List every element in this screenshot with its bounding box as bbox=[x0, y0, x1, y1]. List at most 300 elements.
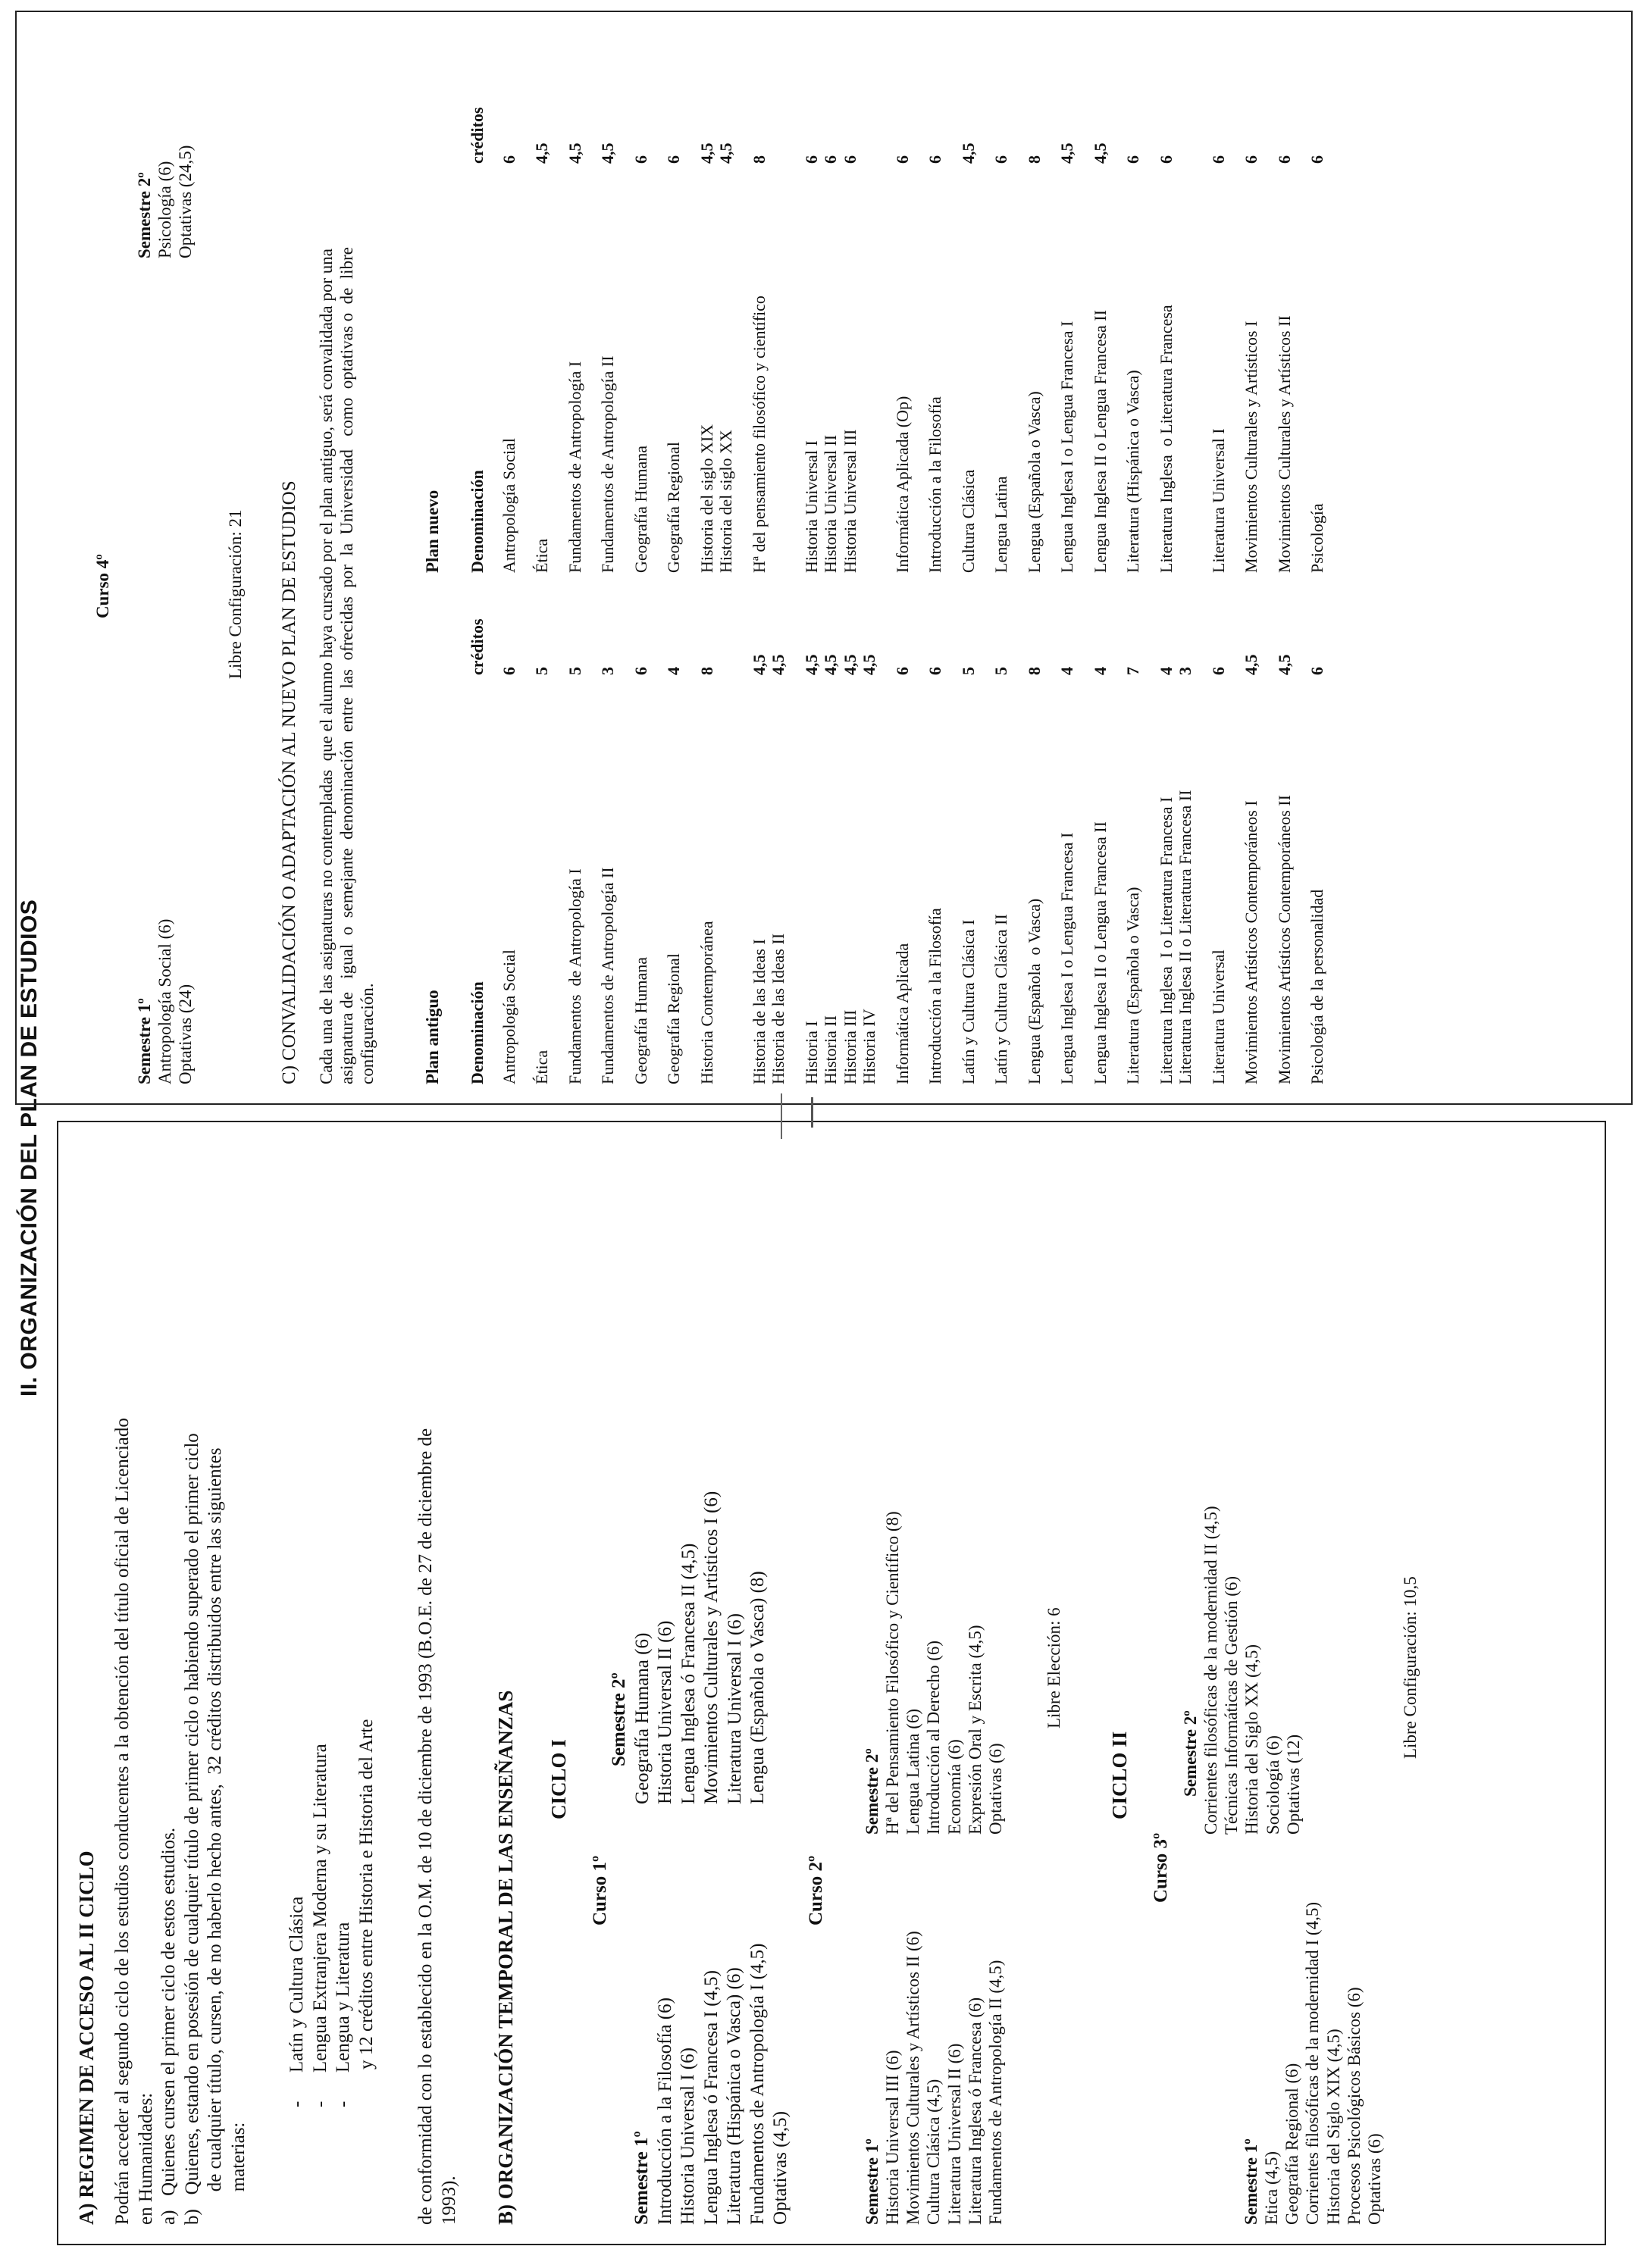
ciclo-2-heading: CICLO II bbox=[1108, 1731, 1131, 1819]
new-creditos-cell-line: 4,5 bbox=[1057, 142, 1077, 164]
new-denominacion-cell bbox=[959, 164, 992, 573]
old-creditos-cell-line: 4,5 bbox=[769, 654, 788, 675]
old-creditos-cell-line: 6 bbox=[499, 667, 518, 675]
old-creditos-cell-line: 4 bbox=[1156, 667, 1176, 675]
new-creditos-cell bbox=[565, 73, 599, 164]
old-denominacion-cell-line: Historia II bbox=[821, 1015, 841, 1084]
new-denominacion-cell-line: Historia del siglo XX bbox=[716, 430, 736, 573]
table-row bbox=[565, 73, 599, 1084]
subject: Optativas (4,5) bbox=[770, 2111, 791, 2225]
old-denominacion-cell bbox=[565, 675, 599, 1084]
table-row bbox=[1025, 73, 1058, 1084]
old-denominacion-cell-line: Latín y Cultura Clásica II bbox=[991, 914, 1011, 1084]
old-creditos-cell bbox=[1091, 573, 1124, 675]
old-creditos-cell-line: 6 bbox=[1208, 667, 1228, 675]
new-creditos-cell-line: 6 bbox=[991, 155, 1011, 164]
new-denominacion-cell bbox=[532, 164, 565, 573]
old-creditos-cell-line: 6 bbox=[925, 667, 945, 675]
section-a-body bbox=[111, 1418, 250, 2225]
subject: Expresión Oral y Escrita (4,5) bbox=[965, 1625, 985, 1835]
new-denominacion-cell bbox=[1242, 164, 1275, 573]
subject: Historia Universal II (6) bbox=[655, 1620, 675, 1804]
subject: Historia Universal I (6) bbox=[678, 2047, 698, 2225]
old-denominacion-cell-line: Lengua Inglesa II o Lengua Francesa II bbox=[1090, 821, 1110, 1084]
old-creditos-cell-line: 3 bbox=[1176, 667, 1195, 675]
subject: Literatura Inglesa ó Francesa (6) bbox=[965, 1997, 985, 2225]
new-denominacion-cell-line: Geografía Regional bbox=[664, 442, 684, 573]
curso-1-semestre-2 bbox=[608, 1491, 770, 1804]
materias-list bbox=[286, 1719, 378, 2107]
subject: Corrientes filosóficas de la modernidad II (4,5) bbox=[1201, 1506, 1221, 1835]
new-denominacion-cell-line: Historia Universal III bbox=[840, 429, 860, 573]
subject: Movimientos Culturales y Artísticos II (6) bbox=[903, 1931, 923, 2225]
new-denominacion-cell-line: Fundamentos de Antropología I bbox=[565, 361, 584, 573]
col-header-denominacion-new: Denominación bbox=[468, 470, 487, 573]
subject: Literatura (Hispánica o Vasca) (6) bbox=[724, 1967, 744, 2225]
table-row bbox=[959, 73, 992, 1084]
old-denominacion-cell bbox=[1091, 675, 1124, 1084]
new-creditos-cell-line: 6 bbox=[1242, 155, 1261, 164]
old-creditos-cell-line: 4,5 bbox=[840, 654, 860, 675]
new-denominacion-cell-line: Movimientos Culturales y Artísticos I bbox=[1242, 321, 1261, 573]
subject: Lengua (Española o Vasca) (8) bbox=[747, 1571, 768, 1804]
new-creditos-cell bbox=[750, 73, 802, 164]
paragraph-line: asignatura de igual o semejante denominación entre las ofrecidas por la Universidad como optativas o de libre bbox=[337, 247, 357, 1084]
old-denominacion-cell-line: Lengua (Española o Vasca) bbox=[1024, 898, 1044, 1084]
new-denominacion-cell bbox=[1091, 164, 1124, 573]
new-creditos-cell bbox=[1275, 73, 1308, 164]
old-denominacion-cell-line: Psicología de la personalidad bbox=[1307, 889, 1327, 1084]
old-creditos-cell bbox=[697, 573, 750, 675]
paragraph-line: 1993). bbox=[438, 2176, 459, 2225]
new-creditos-cell bbox=[499, 73, 533, 164]
section-b-heading: B) ORGANIZACIÓN TEMPORAL DE LAS ENSEÑANZAS bbox=[494, 1690, 517, 2225]
new-creditos-cell-line: 4,5 bbox=[598, 142, 618, 164]
curso-3-semestre-1 bbox=[1241, 1902, 1385, 2225]
new-denominacion-cell bbox=[1307, 164, 1341, 573]
new-denominacion-cell-line: Lengua Inglesa II o Lengua Francesa II bbox=[1090, 310, 1110, 573]
old-creditos-cell bbox=[925, 573, 959, 675]
old-creditos-cell bbox=[1025, 573, 1058, 675]
new-denominacion-cell bbox=[565, 164, 599, 573]
old-creditos-cell-line: 4 bbox=[1057, 667, 1077, 675]
new-creditos-cell-line: 6 bbox=[1274, 155, 1294, 164]
old-denominacion-cell-line: Literatura Inglesa I o Literatura Francesa I bbox=[1156, 796, 1176, 1084]
new-creditos-cell-line: 6 bbox=[631, 155, 650, 164]
subject: Técnicas Informáticas de Gestión (6) bbox=[1222, 1575, 1242, 1835]
old-denominacion-cell-line: Historia IV bbox=[860, 1009, 879, 1084]
old-creditos-cell-line: 6 bbox=[1307, 667, 1327, 675]
curso-1-heading: Curso 1º bbox=[590, 1855, 610, 1925]
col-header-creditos-old: créditos bbox=[468, 618, 487, 675]
new-creditos-cell bbox=[991, 73, 1025, 164]
new-denominacion-cell-line: Literatura Universal I bbox=[1208, 428, 1228, 573]
curso-4-heading: Curso 4º bbox=[93, 554, 112, 618]
old-denominacion-cell-line: Geografía Regional bbox=[664, 953, 684, 1084]
table-row bbox=[697, 73, 750, 1084]
paragraph-line: configuración. bbox=[358, 983, 377, 1084]
subject: Introducción al Derecho (6) bbox=[924, 1640, 944, 1835]
old-denominacion-cell-line: Historia I bbox=[801, 1021, 821, 1084]
old-denominacion-cell-line: Movimientos Artísticos Contemporáneos I bbox=[1242, 800, 1261, 1084]
plan-antiguo-heading: Plan antiguo bbox=[423, 990, 442, 1084]
subject: Optativas (6) bbox=[985, 1743, 1005, 1835]
new-creditos-cell-line: 6 bbox=[499, 155, 518, 164]
semestre-heading: Semestre 1º bbox=[135, 998, 154, 1084]
old-creditos-cell bbox=[1275, 573, 1308, 675]
table-row bbox=[750, 73, 802, 1084]
old-creditos-cell bbox=[1307, 573, 1341, 675]
new-denominacion-cell-line: Historia Universal I bbox=[801, 440, 821, 573]
table-row bbox=[1275, 73, 1308, 1084]
semestre-heading: Semestre 2º bbox=[135, 172, 154, 258]
new-creditos-cell bbox=[631, 73, 665, 164]
curso-4-semestre-1 bbox=[134, 919, 196, 1084]
curso-3-heading: Curso 3º bbox=[1151, 1832, 1171, 1903]
curso-4-semestre-2 bbox=[134, 145, 196, 258]
semestre-heading: Semestre 1º bbox=[1242, 2138, 1260, 2225]
left-section-box bbox=[57, 1121, 1606, 2245]
paragraph-line: b) Quienes, estando en posesión de cualquier título de primer ciclo o habiendo superado el primer ciclo bbox=[181, 1433, 202, 2225]
table-row bbox=[532, 73, 565, 1084]
new-creditos-cell bbox=[959, 73, 992, 164]
old-creditos-cell bbox=[802, 573, 893, 675]
new-creditos-cell bbox=[1123, 73, 1157, 164]
new-denominacion-cell bbox=[1057, 164, 1091, 573]
old-denominacion-cell-line: Fundamentos de Antropología I bbox=[565, 868, 584, 1084]
new-denominacion-cell-line: Literatura Inglesa o Literatura Francesa bbox=[1156, 305, 1176, 573]
paragraph-line: a) Quienes cursen el primer ciclo de estos estudios. bbox=[158, 1827, 179, 2225]
curso-2-semestre-1 bbox=[862, 1931, 1006, 2225]
new-creditos-cell-line: 4,5 bbox=[958, 142, 978, 164]
new-creditos-cell-line: 6 bbox=[1208, 155, 1228, 164]
col-header-creditos-new: créditos bbox=[468, 107, 487, 164]
new-denominacion-cell bbox=[1123, 164, 1157, 573]
new-denominacion-cell bbox=[802, 164, 893, 573]
new-creditos-cell bbox=[1091, 73, 1124, 164]
section-c-intro bbox=[316, 247, 377, 1084]
old-denominacion-cell-line: Lengua Inglesa I o Lengua Francesa I bbox=[1057, 832, 1077, 1084]
subject: Psicología (6) bbox=[155, 161, 175, 258]
old-denominacion-cell-line: Latín y Cultura Clásica I bbox=[958, 919, 978, 1084]
libre-configuracion: Libre Configuración: 10,5 bbox=[1401, 1576, 1420, 1759]
old-denominacion-cell-line: Historia de las Ideas II bbox=[769, 933, 788, 1084]
subject: Lengua Latina (6) bbox=[903, 1708, 923, 1835]
new-creditos-cell bbox=[1307, 73, 1341, 164]
curso-2-semestre-2 bbox=[862, 1511, 1006, 1835]
new-denominacion-cell-line: Cultura Clásica bbox=[958, 469, 978, 573]
old-creditos-cell bbox=[1123, 573, 1157, 675]
table-row bbox=[1123, 73, 1157, 1084]
old-denominacion-cell bbox=[532, 675, 565, 1084]
old-denominacion-cell bbox=[631, 675, 665, 1084]
subject: Geografía Regional (6) bbox=[1282, 2063, 1302, 2225]
old-denominacion-cell bbox=[1123, 675, 1157, 1084]
old-denominacion-cell-line: Historia de las Ideas I bbox=[749, 939, 769, 1084]
new-creditos-cell bbox=[1057, 73, 1091, 164]
table-row bbox=[499, 73, 533, 1084]
table-row bbox=[925, 73, 959, 1084]
page-title: II. ORGANIZACIÓN DEL PLAN DE ESTUDIOS bbox=[17, 899, 42, 1397]
new-denominacion-cell bbox=[1209, 164, 1242, 573]
old-denominacion-cell bbox=[697, 675, 750, 1084]
new-denominacion-cell bbox=[750, 164, 802, 573]
section-a-heading: A) REGIMEN DE ACCESO AL II CICLO bbox=[75, 1850, 98, 2225]
new-creditos-cell bbox=[532, 73, 565, 164]
old-creditos-cell-line: 8 bbox=[697, 667, 716, 675]
old-creditos-cell bbox=[499, 573, 533, 675]
new-creditos-cell-line: 4,5 bbox=[565, 142, 584, 164]
subject: Optativas (24) bbox=[176, 984, 196, 1084]
old-creditos-cell-line: 3 bbox=[598, 667, 618, 675]
old-creditos-cell bbox=[991, 573, 1025, 675]
materia-item: y 12 créditos entre Historia e Historia del Arte bbox=[355, 1719, 377, 2107]
table-row bbox=[893, 73, 926, 1084]
old-denominacion-cell bbox=[499, 675, 533, 1084]
old-denominacion-cell bbox=[750, 675, 802, 1084]
old-creditos-cell bbox=[664, 573, 697, 675]
old-creditos-cell bbox=[631, 573, 665, 675]
new-denominacion-cell bbox=[664, 164, 697, 573]
subject: Geografía Humana (6) bbox=[631, 1632, 653, 1804]
new-denominacion-cell-line: Antropología Social bbox=[499, 438, 518, 573]
old-denominacion-cell-line: Movimientos Artísticos Contemporáneos II bbox=[1274, 795, 1294, 1084]
curso-2-heading: Curso 2º bbox=[806, 1855, 826, 1925]
materia-item: - Latín y Cultura Clásica bbox=[287, 1896, 307, 2107]
table-row bbox=[1057, 73, 1091, 1084]
old-creditos-cell bbox=[598, 573, 631, 675]
old-creditos-cell-line: 4 bbox=[1090, 667, 1110, 675]
old-denominacion-cell bbox=[802, 675, 893, 1084]
old-creditos-cell-line: 8 bbox=[1024, 667, 1044, 675]
new-creditos-cell-line: 6 bbox=[821, 155, 841, 164]
paragraph-line: de conformidad con lo establecido en la O.M. de 10 de diciembre de 1993 (B.O.E. de 27 de diciembre de bbox=[415, 1428, 436, 2225]
new-creditos-cell-line: 4,5 bbox=[1090, 142, 1110, 164]
old-denominacion-cell bbox=[991, 675, 1025, 1084]
materia-item: - Lengua Extranjera Moderna y su Literatura bbox=[309, 1744, 330, 2107]
materia-item: - Lengua y Literatura bbox=[333, 1922, 353, 2107]
new-denominacion-cell-line: Psicología bbox=[1307, 503, 1327, 573]
old-denominacion-cell-line: Historia Contemporánea bbox=[697, 921, 716, 1084]
old-creditos-cell-line: 4,5 bbox=[1274, 654, 1294, 675]
new-denominacion-cell-line: Ética bbox=[532, 538, 552, 573]
old-denominacion-cell bbox=[1275, 675, 1308, 1084]
subject: Literatura Universal II (6) bbox=[944, 2043, 964, 2225]
new-creditos-cell bbox=[664, 73, 697, 164]
old-denominacion-cell bbox=[1242, 675, 1275, 1084]
new-creditos-cell bbox=[925, 73, 959, 164]
new-creditos-cell-line: 6 bbox=[801, 155, 821, 164]
new-creditos-cell-line: 6 bbox=[840, 155, 860, 164]
right-section-box bbox=[15, 11, 1633, 1105]
new-denominacion-cell-line: Informática Aplicada (Op) bbox=[892, 396, 912, 573]
old-denominacion-cell bbox=[1307, 675, 1341, 1084]
old-creditos-cell bbox=[1242, 573, 1275, 675]
new-denominacion-cell-line: Movimientos Culturales y Artísticos II bbox=[1274, 315, 1294, 573]
new-creditos-cell bbox=[802, 73, 893, 164]
new-denominacion-cell-line: Lengua Inglesa I o Lengua Francesa I bbox=[1057, 321, 1077, 573]
subject: Economía (6) bbox=[944, 1739, 964, 1835]
semestre-heading: Semestre 2º bbox=[609, 1672, 629, 1766]
new-denominacion-cell-line: Fundamentos de Antropología II bbox=[598, 355, 618, 573]
old-creditos-cell bbox=[1209, 573, 1242, 675]
new-denominacion-cell-line: Literatura (Hispánica o Vasca) bbox=[1123, 370, 1143, 573]
subject: Historia Universal III (6) bbox=[883, 2050, 903, 2225]
old-denominacion-cell bbox=[1025, 675, 1058, 1084]
subject: Fundamentos de Antropología I (4,5) bbox=[747, 1943, 768, 2225]
old-denominacion-cell-line: Ética bbox=[532, 1050, 552, 1084]
new-denominacion-cell bbox=[598, 164, 631, 573]
new-denominacion-cell bbox=[499, 164, 533, 573]
table-row bbox=[631, 73, 665, 1084]
old-creditos-cell-line: 6 bbox=[631, 667, 650, 675]
subject: Sociología (6) bbox=[1263, 1735, 1282, 1835]
section-c-heading: C) CONVALIDACIÓN O ADAPTACIÓN AL NUEVO PLAN DE ESTUDIOS bbox=[279, 480, 299, 1084]
new-creditos-cell-line: 4,5 bbox=[697, 142, 716, 164]
subject: Fundamentos de Antropología II (4,5) bbox=[985, 1960, 1005, 2225]
old-denominacion-cell bbox=[893, 675, 926, 1084]
subject: Introducción a la Filosofía (6) bbox=[654, 1997, 675, 2225]
table-row bbox=[802, 73, 893, 1084]
convalidacion-table bbox=[468, 73, 1341, 1084]
subject: Antropología Social (6) bbox=[155, 918, 175, 1084]
subject: Cultura Clásica (4,5) bbox=[924, 2079, 944, 2225]
new-denominacion-cell bbox=[1025, 164, 1058, 573]
new-creditos-cell-line: 4,5 bbox=[716, 142, 736, 164]
subject: Corrientes filosóficas de la modernidad I (4,5) bbox=[1303, 1901, 1323, 2225]
new-creditos-cell bbox=[697, 73, 750, 164]
subject: Movimientos Culturales y Artísticos I (6) bbox=[701, 1491, 722, 1804]
subject: Hª del Pensamiento Filosófico y Científico (8) bbox=[883, 1511, 903, 1835]
subject: Optativas (6) bbox=[1364, 2133, 1384, 2225]
old-creditos-cell-line: 6 bbox=[892, 667, 912, 675]
new-denominacion-cell-line: Hª del pensamiento filosófico y científico bbox=[749, 296, 769, 573]
plan-nuevo-heading: Plan nuevo bbox=[423, 490, 442, 573]
table-row bbox=[1307, 73, 1341, 1084]
old-creditos-cell-line: 5 bbox=[565, 667, 584, 675]
new-creditos-cell bbox=[598, 73, 631, 164]
new-denominacion-cell-line: Lengua (Española o Vasca) bbox=[1024, 391, 1044, 573]
new-creditos-cell bbox=[1157, 73, 1209, 164]
new-creditos-cell bbox=[1242, 73, 1275, 164]
old-creditos-cell-line: 4,5 bbox=[1242, 654, 1261, 675]
paragraph-line: Podrán acceder al segundo ciclo de los estudios conducentes a la obtención del título oficial de Licenciado bbox=[112, 1418, 133, 2225]
subject: Optativas (24,5) bbox=[176, 145, 196, 258]
new-denominacion-cell-line: Historia del siglo XIX bbox=[697, 424, 716, 573]
table-header-row bbox=[468, 73, 499, 1084]
old-creditos-cell bbox=[750, 573, 802, 675]
old-creditos-cell bbox=[532, 573, 565, 675]
new-creditos-cell-line: 6 bbox=[892, 155, 912, 164]
subject: Historia del Siglo XIX (4,5) bbox=[1323, 2029, 1343, 2225]
new-creditos-cell-line: 6 bbox=[664, 155, 684, 164]
scan-mark bbox=[781, 1093, 782, 1139]
new-creditos-cell bbox=[1209, 73, 1242, 164]
old-denominacion-cell bbox=[1157, 675, 1209, 1084]
paragraph-line: materias: bbox=[227, 2122, 249, 2225]
semestre-heading: Semestre 1º bbox=[631, 2131, 652, 2225]
subject: Lengua Inglesa ó Francesa I (4,5) bbox=[700, 1970, 722, 2225]
old-denominacion-cell bbox=[959, 675, 992, 1084]
semestre-heading: Semestre 2º bbox=[863, 1748, 881, 1835]
old-denominacion-cell bbox=[1209, 675, 1242, 1084]
new-denominacion-cell-line: Historia Universal II bbox=[821, 434, 841, 573]
new-denominacion-cell bbox=[991, 164, 1025, 573]
old-creditos-cell bbox=[959, 573, 992, 675]
old-denominacion-cell bbox=[598, 675, 631, 1084]
subject: Lengua Inglesa ó Francesa II (4,5) bbox=[678, 1543, 699, 1804]
curso-3-semestre-2 bbox=[1180, 1506, 1304, 1835]
new-denominacion-cell bbox=[925, 164, 959, 573]
table-row bbox=[991, 73, 1025, 1084]
table-row bbox=[1242, 73, 1275, 1084]
new-creditos-cell-line: 4,5 bbox=[532, 142, 552, 164]
new-denominacion-cell bbox=[1275, 164, 1308, 573]
old-denominacion-cell-line: Introducción a la Filosofía bbox=[925, 908, 945, 1084]
new-creditos-cell-line: 6 bbox=[925, 155, 945, 164]
old-creditos-cell bbox=[1157, 573, 1209, 675]
old-creditos-cell-line: 5 bbox=[991, 667, 1011, 675]
table-row bbox=[1209, 73, 1242, 1084]
libre-eleccion: Libre Elección: 6 bbox=[1044, 1607, 1063, 1728]
old-creditos-cell bbox=[893, 573, 926, 675]
old-denominacion-cell bbox=[664, 675, 697, 1084]
old-creditos-cell-line: 4,5 bbox=[860, 654, 879, 675]
old-creditos-cell-line: 4,5 bbox=[749, 654, 769, 675]
table-row bbox=[1157, 73, 1209, 1084]
paragraph-line: de cualquier título, cursen, de no haberlo hecho antes, 32 créditos distribuidos entre las siguientes bbox=[205, 1447, 225, 2225]
old-denominacion-cell-line: Fundamentos de Antropología II bbox=[598, 867, 618, 1084]
new-denominacion-cell-line: Geografía Humana bbox=[631, 446, 650, 573]
new-denominacion-cell bbox=[631, 164, 665, 573]
old-denominacion-cell-line: Historia III bbox=[840, 1009, 860, 1084]
old-denominacion-cell-line: Literatura Inglesa II o Literatura Francesa II bbox=[1176, 790, 1195, 1084]
subject: Procesos Psicológicos Básicos (6) bbox=[1344, 1987, 1364, 2225]
new-creditos-cell-line: 6 bbox=[1156, 155, 1176, 164]
curso-1-semestre-1 bbox=[631, 1944, 793, 2225]
subject: Optativas (12) bbox=[1283, 1734, 1303, 1835]
old-creditos-cell bbox=[1057, 573, 1091, 675]
new-creditos-cell-line: 8 bbox=[1024, 155, 1044, 164]
old-denominacion-cell bbox=[1057, 675, 1091, 1084]
old-creditos-cell-line: 5 bbox=[958, 667, 978, 675]
old-denominacion-cell bbox=[925, 675, 959, 1084]
table-row bbox=[664, 73, 697, 1084]
new-creditos-cell-line: 8 bbox=[749, 155, 769, 164]
table-row bbox=[598, 73, 631, 1084]
new-denominacion-cell bbox=[893, 164, 926, 573]
subject: Literatura Universal I (6) bbox=[724, 1613, 745, 1804]
new-denominacion-cell-line: Lengua Latina bbox=[991, 476, 1011, 573]
old-creditos-cell-line: 4 bbox=[664, 667, 684, 675]
new-creditos-cell-line: 6 bbox=[1123, 155, 1143, 164]
table-row bbox=[1091, 73, 1124, 1084]
subject: Etica (4,5) bbox=[1262, 2151, 1282, 2225]
libre-configuracion-4: Libre Configuración: 21 bbox=[226, 509, 245, 679]
old-denominacion-cell-line: Geografía Humana bbox=[631, 957, 650, 1084]
semestre-heading: Semestre 2º bbox=[1181, 1710, 1200, 1797]
old-denominacion-cell-line: Antropología Social bbox=[499, 949, 518, 1084]
table-body bbox=[499, 73, 1341, 1084]
new-denominacion-cell bbox=[1157, 164, 1209, 573]
old-creditos-cell bbox=[565, 573, 599, 675]
old-denominacion-cell-line: Literatura Universal bbox=[1208, 949, 1228, 1084]
old-creditos-cell-line: 5 bbox=[532, 667, 552, 675]
paragraph-line: Cada una de las asignaturas no contempladas que el alumno haya cursado por el plan antiguo, será convalidada por una bbox=[317, 249, 336, 1084]
subject: Historia del Siglo XX (4,5) bbox=[1242, 1644, 1262, 1835]
new-creditos-cell bbox=[1025, 73, 1058, 164]
old-denominacion-cell-line: Literatura (Española o Vasca) bbox=[1123, 887, 1143, 1084]
